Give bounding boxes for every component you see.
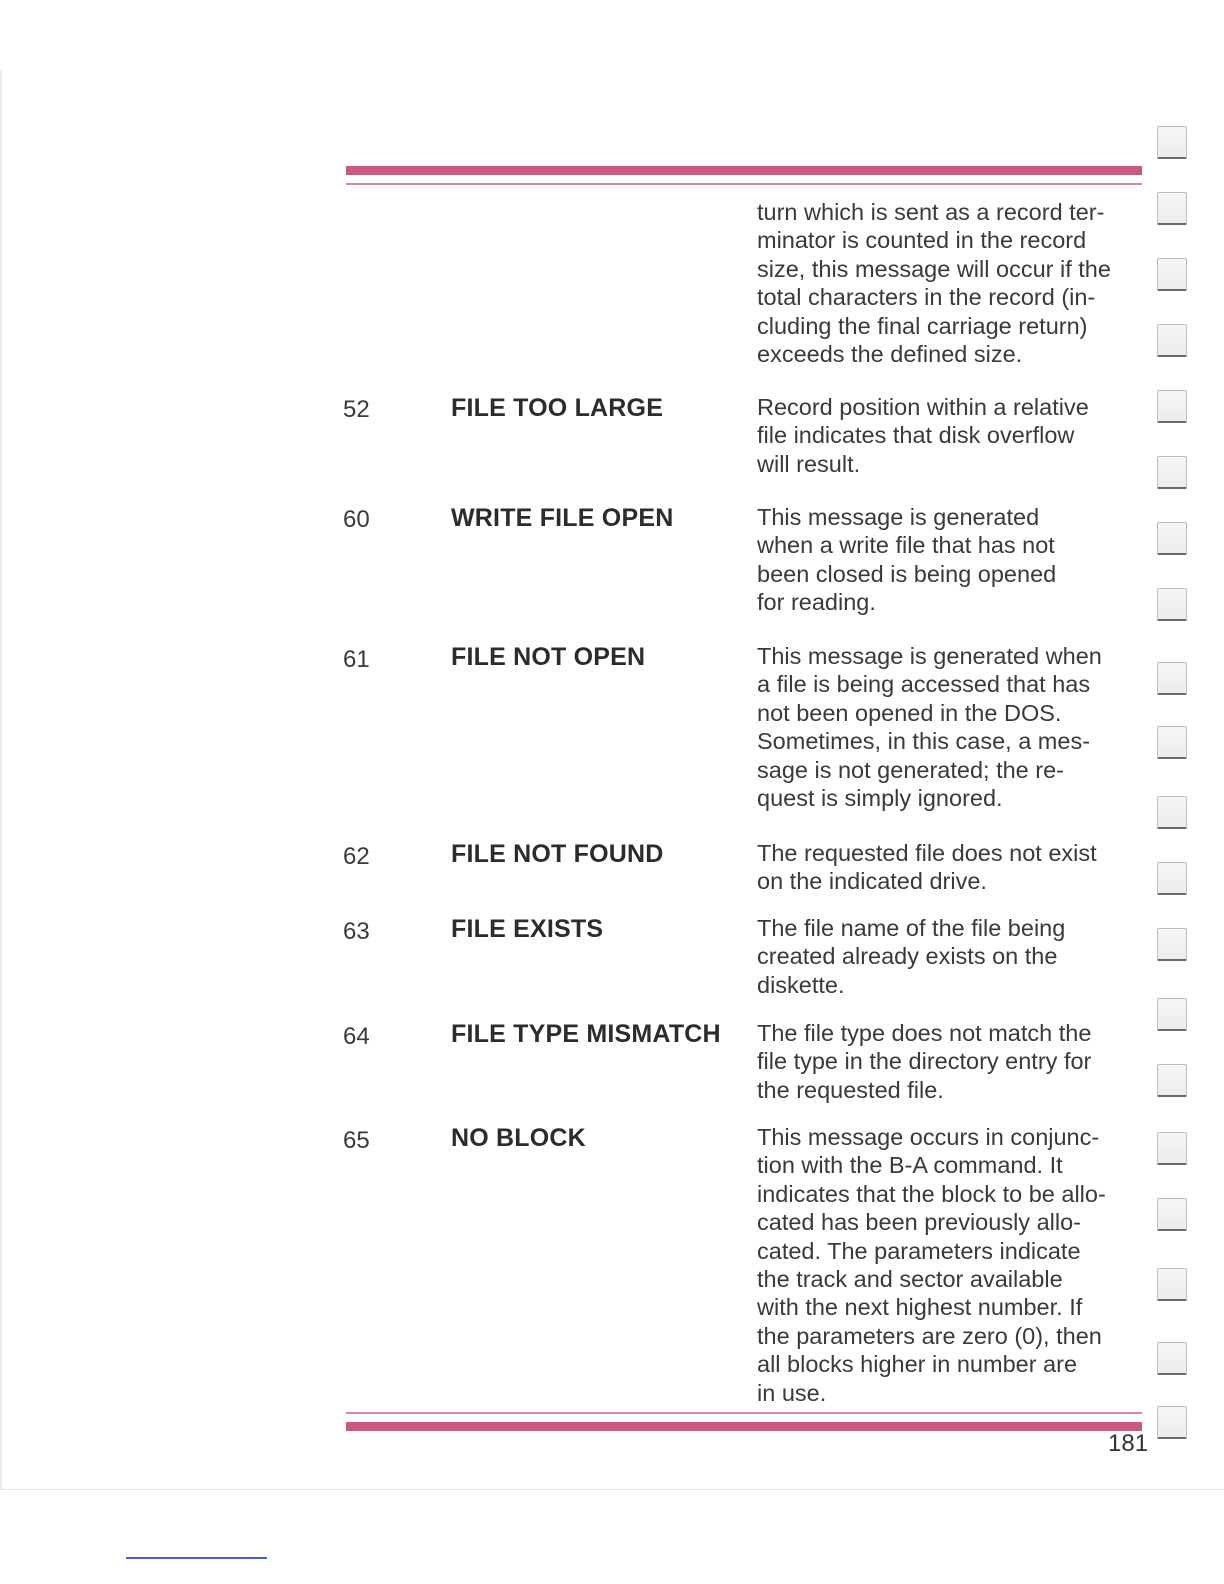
- error-name: WRITE FILE OPEN: [451, 504, 674, 532]
- index-tab-icon: [1157, 726, 1187, 759]
- error-description: The requested file does not exist on the indicated drive.: [757, 840, 1097, 895]
- error-name: FILE NOT FOUND: [451, 840, 664, 868]
- index-tab-icon: [1157, 588, 1187, 621]
- index-tab-icon: [1157, 662, 1187, 695]
- error-description: This message is generated when a write file that has not been closed is being opened for reading.: [757, 504, 1057, 616]
- top-rule-thick: [346, 166, 1142, 175]
- error-code: 65: [343, 1127, 370, 1154]
- error-name: FILE EXISTS: [451, 915, 604, 943]
- error-name: FILE NOT OPEN: [451, 643, 646, 671]
- index-tab-icon: [1157, 1268, 1187, 1301]
- index-tab-icon: [1157, 126, 1187, 159]
- index-tab-icon: [1157, 1342, 1187, 1375]
- bottom-rule-thick: [346, 1422, 1142, 1431]
- index-tab-icon: [1157, 862, 1187, 895]
- error-code: 62: [343, 843, 370, 870]
- error-description: This message is generated when a file is being accessed that has not been opened in the DOS. Sometimes, in this case, a mes- sage is not generated; the re- quest is simply ignored.: [757, 643, 1102, 812]
- error-description: The file name of the file being created already exists on the diskette.: [757, 915, 1066, 998]
- index-tab-icon: [1157, 1064, 1187, 1097]
- index-tab-icon: [1157, 998, 1187, 1031]
- bottom-rule-thin: [346, 1412, 1142, 1414]
- error-description: This message occurs in conjunc- tion with the B-A command. It indicates that the block to be allo- cated has been previously allo- cated. The parameters indicate the track and sector available with the next highest number. If the parameters are zero (0), then all blocks higher in number are in use.: [757, 1124, 1106, 1406]
- index-tab-icon: [1157, 928, 1187, 961]
- footnote-rule: [126, 1557, 267, 1559]
- index-tab-icon: [1157, 1198, 1187, 1231]
- error-code: 63: [343, 918, 370, 945]
- error-name: FILE TOO LARGE: [451, 394, 664, 422]
- page-number: 181: [1108, 1430, 1149, 1457]
- page-left-edge: [0, 70, 2, 1490]
- error-code: 64: [343, 1023, 370, 1050]
- error-description: Record position within a relative file indicates that disk overflow will result.: [757, 394, 1089, 477]
- index-tab-icon: [1157, 258, 1187, 291]
- continuation-text: turn which is sent as a record ter- minator is counted in the record size, this message will occur if the total characters in the record (in- cluding the final carriage return) exceeds the defined size.: [757, 199, 1111, 368]
- error-name: FILE TYPE MISMATCH: [451, 1020, 721, 1048]
- index-tab-icon: [1157, 456, 1187, 489]
- index-tab-icon: [1157, 796, 1187, 829]
- error-code: 61: [343, 646, 370, 673]
- page-bottom-edge: [0, 1489, 1224, 1490]
- index-tab-icon: [1157, 324, 1187, 357]
- error-description: The file type does not match the file type in the directory entry for the requested file.: [757, 1020, 1092, 1103]
- index-tabs: [1155, 122, 1193, 1452]
- index-tab-icon: [1157, 1406, 1187, 1439]
- index-tab-icon: [1157, 192, 1187, 225]
- index-tab-icon: [1157, 1132, 1187, 1165]
- error-code: 52: [343, 396, 370, 423]
- top-rule-thin: [346, 183, 1142, 185]
- index-tab-icon: [1157, 522, 1187, 555]
- index-tab-icon: [1157, 390, 1187, 423]
- error-name: NO BLOCK: [451, 1124, 586, 1152]
- error-code: 60: [343, 506, 370, 533]
